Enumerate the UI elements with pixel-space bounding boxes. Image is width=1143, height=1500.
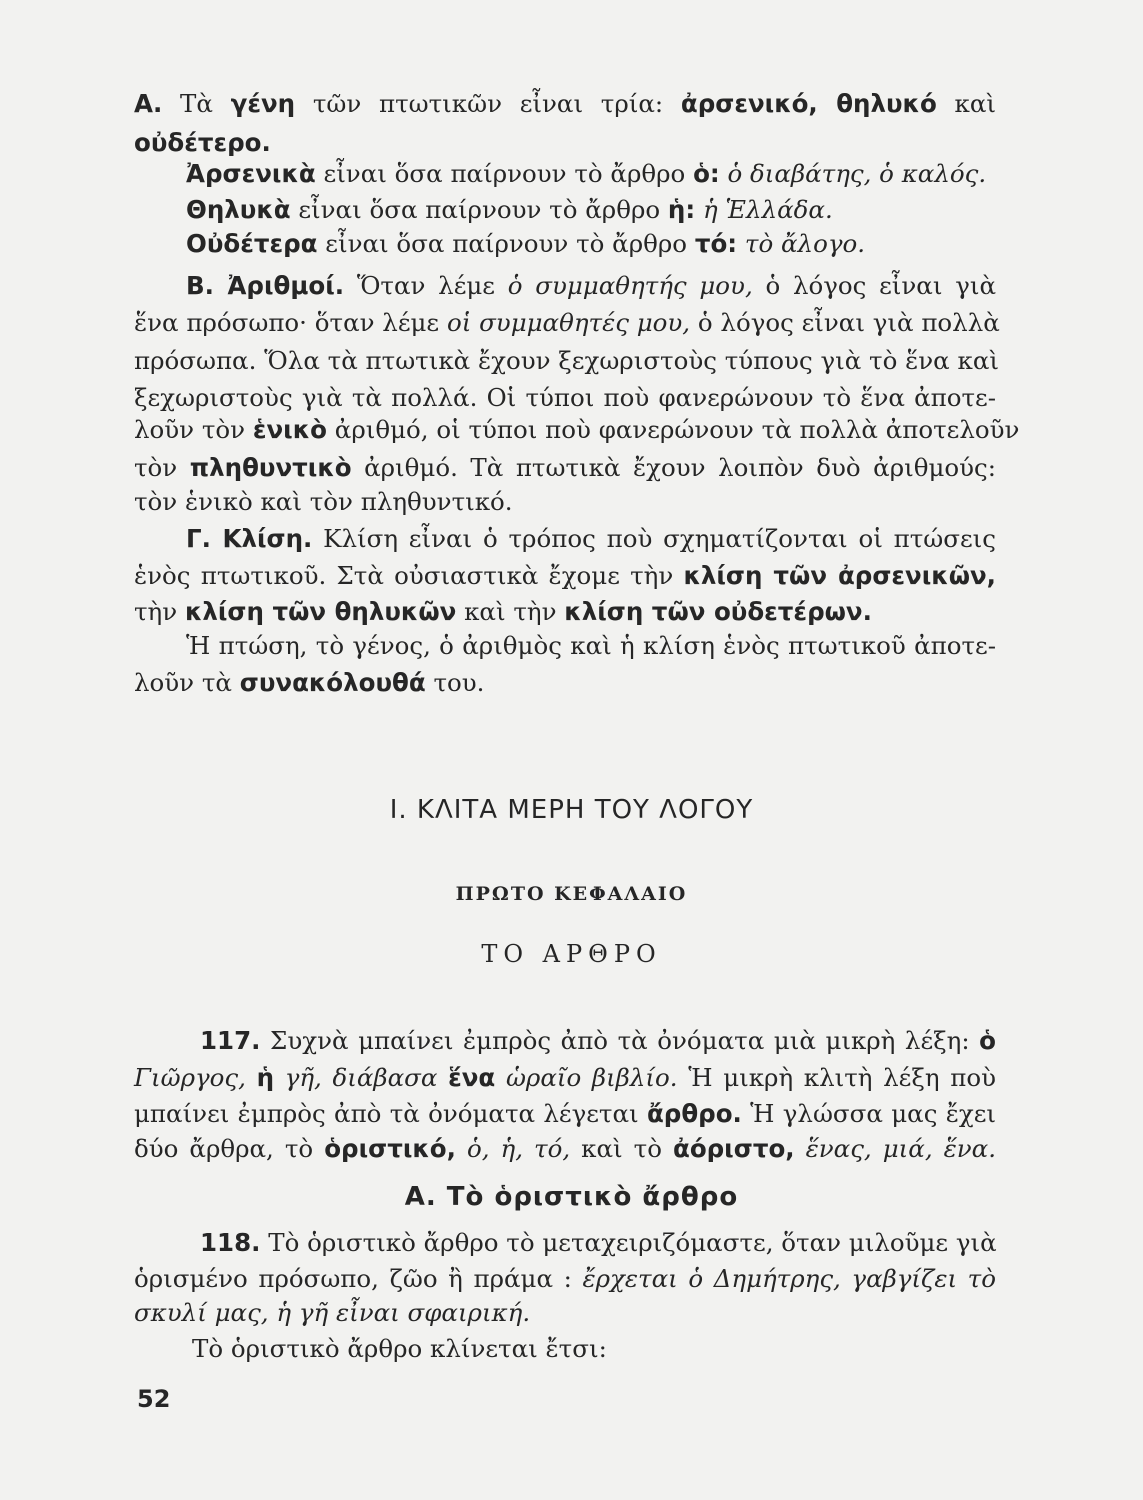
- paragraph-118-line-4: Τὸ ὁριστικὸ ἄρθρο κλίνεται ἔτσι:: [192, 1334, 607, 1363]
- declension-line-1: Γ. Κλίση. Κλίση εἶναι ὁ τρόπος ποὺ σχηματίζονται οἱ πτώσεις: [186, 524, 996, 553]
- definite-article-heading: Α. Τὸ ὁριστικὸ ἄρθρο: [404, 1182, 739, 1212]
- numbers-line-3: πρόσωπα. Ὅλα τὰ πτωτικὰ ἔχουν ξεχωριστοὺς τύπους γιὰ τὸ ἕνα καὶ: [134, 346, 999, 375]
- paragraph-118-line-3: σκυλί μας, ἡ γῆ εἶναι σφαιρική.: [134, 1298, 531, 1327]
- paragraph-117-line-4: δύο ἄρθρα, τὸ ὁριστικό, ὁ, ἡ, τό, καὶ τὸ ἀόριστο, ἕνας, μιά, ἕνα.: [134, 1134, 996, 1163]
- declension-line-5: λοῦν τὰ συνακόλουθά του.: [134, 668, 485, 697]
- paragraph-118-line-2: ὁρισμένο πρόσωπο, ζῶο ἢ πράμα : ἔρχεται ὁ Δημήτρης, γαβγίζει τὸ: [134, 1264, 996, 1293]
- declension-line-4: Ἡ πτώση, τὸ γένος, ὁ ἀριθμὸς καὶ ἡ κλίση ἑνὸς πτωτικοῦ ἀποτε-: [186, 631, 996, 660]
- numbers-line-6: τὸν πληθυντικὸ ἀριθμό. Τὰ πτωτικὰ ἔχουν λοιπὸν δυὸ ἀριθμούς:: [134, 453, 997, 482]
- paragraph-118-line-1: 118. Τὸ ὁριστικὸ ἄρθρο τὸ μεταχειριζόμαστε, ὅταν μιλοῦμε γιὰ: [200, 1228, 997, 1257]
- neuter-line: Οὐδέτερα εἶναι ὅσα παίρνουν τὸ ἄρθρο τό: τὸ ἄλογο.: [186, 229, 866, 258]
- section-title: Ι. ΚΛΙΤΑ ΜΕΡΗ ΤΟΥ ΛΟΓΟΥ: [389, 795, 754, 825]
- paragraph-117-line-2: Γιῶργος, ἡ γῆ, διάβασα ἕνα ὡραῖο βιβλίο. Ἡ μικρὴ κλιτὴ λέξη ποὺ: [134, 1063, 996, 1092]
- numbers-line-7: τὸν ἑνικὸ καὶ τὸν πληθυντικό.: [134, 487, 513, 516]
- article-title: ΤΟ ΑΡΘΡΟ: [481, 940, 662, 968]
- genders-line-2: οὐδέτερο.: [134, 128, 271, 157]
- numbers-line-5: λοῦν τὸν ἑνικὸ ἀριθμό, οἱ τύποι ποὺ φανερώνουν τὰ πολλὰ ἀποτελοῦν: [134, 415, 1020, 444]
- numbers-line-4: ξεχωριστοὺς γιὰ τὰ πολλά. Οἱ τύποι ποὺ φανερώνουν τὸ ἕνα ἀποτε-: [134, 383, 996, 412]
- paragraph-117-line-1: 117. Συχνὰ μπαίνει ἐμπρὸς ἀπὸ τὰ ὀνόματα μιὰ μικρὴ λέξη: ὁ: [200, 1026, 996, 1055]
- feminine-line: Θηλυκὰ εἶναι ὅσα παίρνουν τὸ ἄρθρο ἡ: ἡ Ἑλλάδα.: [186, 195, 833, 224]
- chapter-title: ΠΡΩΤΟ ΚΕΦΑΛΑΙΟ: [455, 883, 688, 905]
- numbers-line-2: ἕνα πρόσωπο· ὅταν λέμε οἱ συμμαθητές μου, ὁ λόγος εἶναι γιὰ πολλὰ: [134, 308, 1000, 337]
- paragraph-117-line-3: μπαίνει ἐμπρὸς ἀπὸ τὰ ὀνόματα λέγεται ἄρθρο. Ἡ γλώσσα μας ἔχει: [134, 1099, 997, 1128]
- declension-line-3: τὴν κλίση τῶν θηλυκῶν καὶ τὴν κλίση τῶν οὐδετέρων.: [134, 597, 872, 626]
- genders-line-1: Α. Τὰ γένη τῶν πτωτικῶν εἶναι τρία: ἀρσενικό, θηλυκό καὶ: [134, 89, 996, 118]
- masculine-line: Ἀρσενικὰ εἶναι ὅσα παίρνουν τὸ ἄρθρο ὁ: ὁ διαβάτης, ὁ καλός.: [186, 159, 987, 188]
- numbers-line-1: Β. Ἀριθμοί. Ὅταν λέμε ὁ συμμαθητής μου, ὁ λόγος εἶναι γιὰ: [186, 271, 996, 300]
- page-number: 52: [137, 1385, 171, 1413]
- declension-line-2: ἑνὸς πτωτικοῦ. Στὰ οὐσιαστικὰ ἔχομε τὴν κλίση τῶν ἀρσενικῶν,: [134, 561, 996, 590]
